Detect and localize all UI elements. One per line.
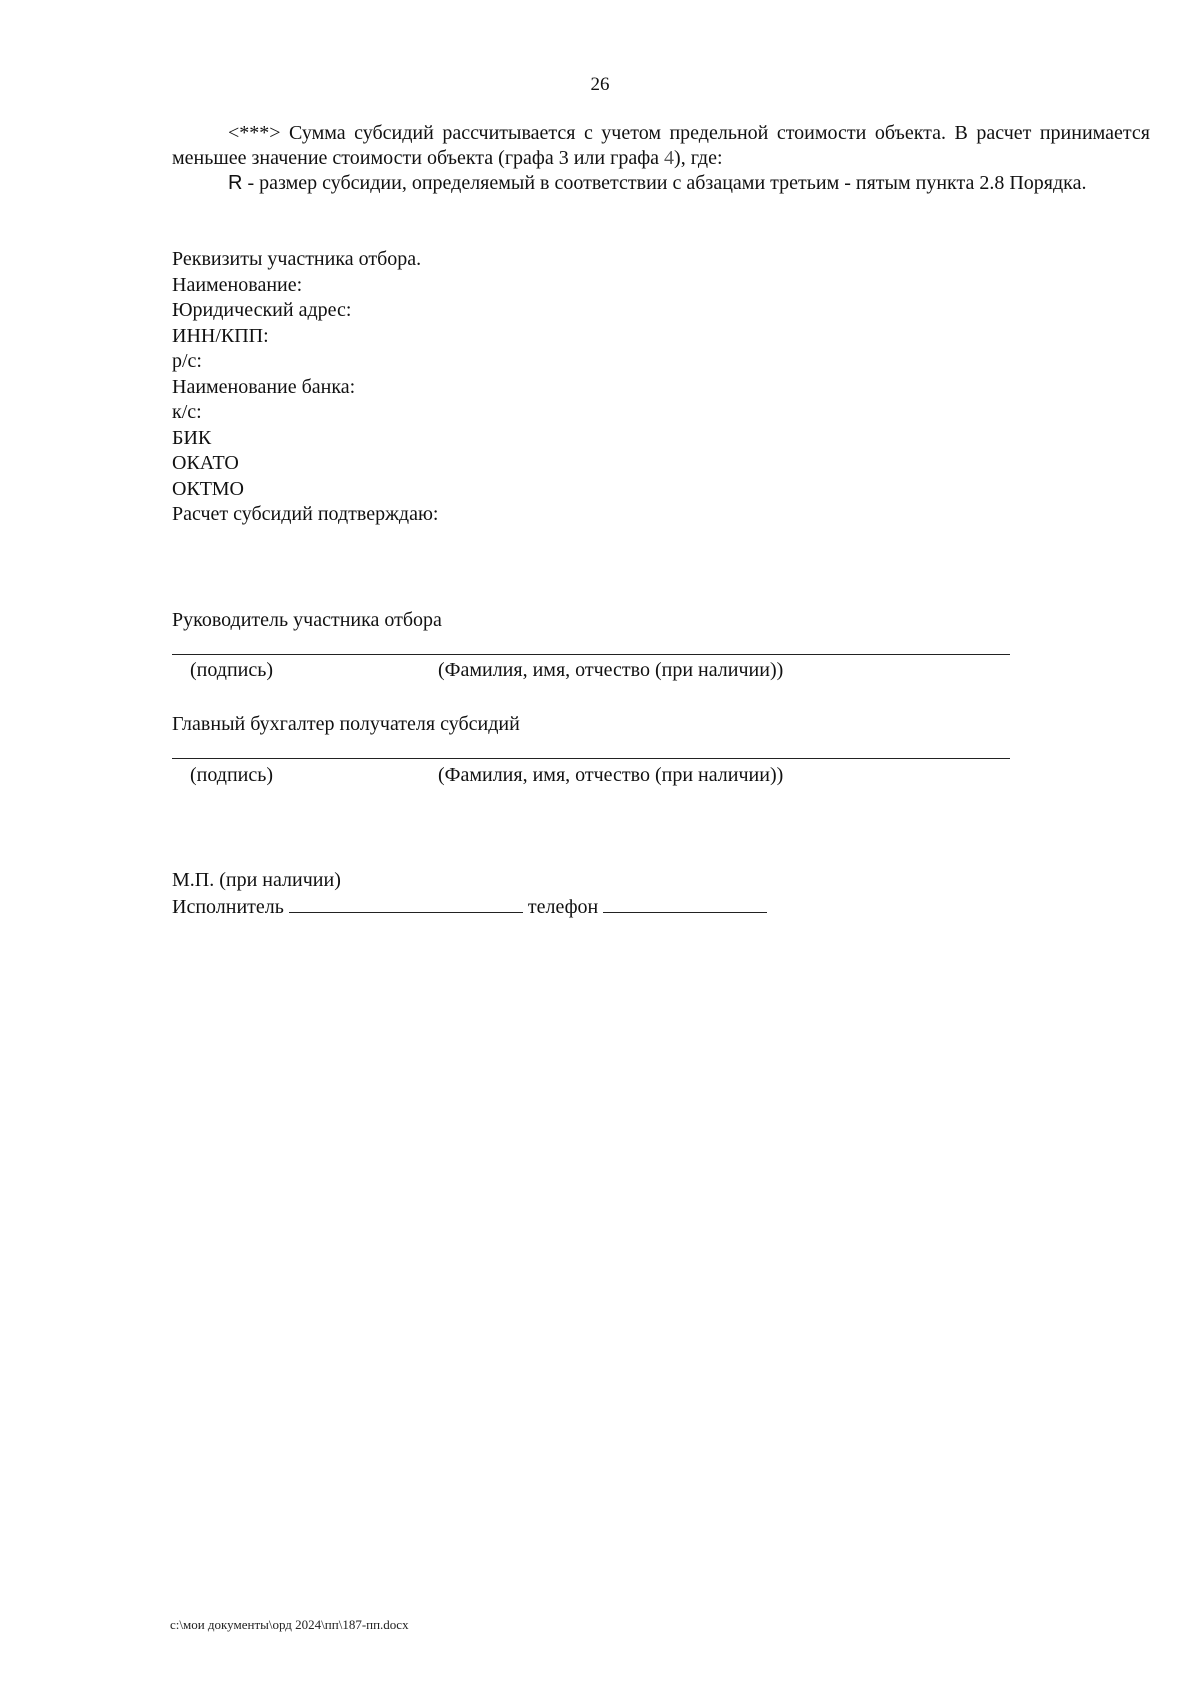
director-name-caption: (Фамилия, имя, отчество (при наличии)) <box>438 659 784 681</box>
footnote-paragraph <box>172 121 1150 171</box>
requisites-list <box>172 247 438 528</box>
subsidy-definition-paragraph <box>172 171 1086 196</box>
requisite-corr-account: к/с: <box>172 401 202 423</box>
requisite-name: Наименование: <box>172 273 303 296</box>
requisite-bank-name: Наименование банка: <box>172 375 356 398</box>
requisite-oktmo: ОКТМО <box>172 477 244 500</box>
requisites-title: Реквизиты участника отбора. <box>172 248 422 270</box>
footnote-text-part-a: Сумма субсидий рассчитывается с учетом предельной стоимости объекта. В расчет принимается меньшее значение стоимости объекта (графа 3 или графа <box>172 122 1150 169</box>
footnote-text-part-b: ), где: <box>674 147 723 169</box>
director-signature-title: Руководитель участника отбора <box>172 609 442 631</box>
subsidy-definition-text: - размер субсидии, определяемый в соответствии с абзацами третьим - пятым пункта 2.8 Порядка. <box>242 172 1087 194</box>
accountant-signature-title: Главный бухгалтер получателя субсидий <box>172 713 520 735</box>
executor-blank <box>289 894 523 913</box>
phone-label: телефон <box>527 895 599 918</box>
accountant-name-caption: (Фамилия, имя, отчество (при наличии)) <box>438 764 784 786</box>
accountant-signature-line <box>172 758 1010 759</box>
phone-blank <box>603 894 767 913</box>
requisite-bik: БИК <box>172 426 212 449</box>
footer-file-path: c:\мои документы\орд 2024\пп\187-пп.docx <box>170 1617 409 1632</box>
stamp-label: М.П. (при наличии) <box>172 869 341 891</box>
footnote-marker: <***> <box>228 122 281 144</box>
executor-label: Исполнитель <box>172 895 284 918</box>
executor-line <box>172 894 767 921</box>
accountant-signature-caption: (подпись) <box>190 764 274 786</box>
stamp-and-executor-block <box>172 868 767 920</box>
page-number: 26 <box>590 74 610 95</box>
requisite-confirm: Расчет субсидий подтверждаю: <box>172 503 439 525</box>
footnote-column-number: 4 <box>664 147 675 169</box>
requisite-inn-kpp: ИНН/КПП: <box>172 324 269 347</box>
requisite-okato: ОКАТО <box>172 452 239 474</box>
requisite-account: р/с: <box>172 350 202 372</box>
subsidy-symbol: R <box>228 172 243 194</box>
requisite-legal-address: Юридический адрес: <box>172 299 352 321</box>
director-signature-line <box>172 654 1010 655</box>
director-signature-caption: (подпись) <box>190 659 274 681</box>
